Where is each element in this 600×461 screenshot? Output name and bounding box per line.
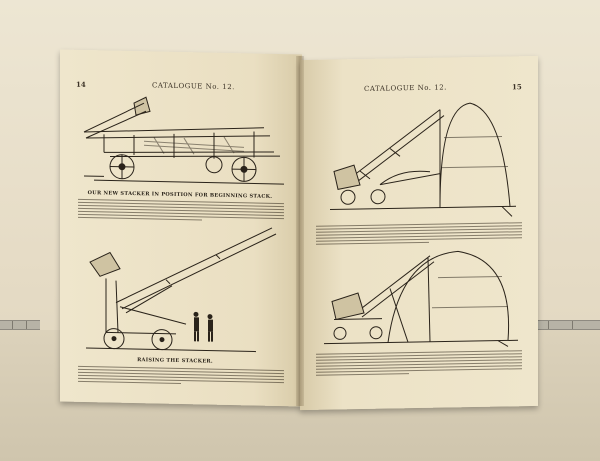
right-body-text-middle [316, 222, 522, 247]
book-spine [296, 56, 304, 406]
raising-stacker-illustration [76, 222, 286, 356]
left-page [60, 49, 302, 406]
right-page-number: 15 [512, 82, 522, 92]
left-page-header: CATALOGUE No. 12. [152, 81, 235, 92]
stacker-arc-diagram-bottom [318, 246, 524, 350]
left-page-number: 14 [76, 79, 86, 90]
figure-people [194, 312, 214, 342]
left-caption-bottom: RAISING THE STACKER. [137, 357, 213, 365]
right-body-text-bottom [316, 350, 522, 378]
stacker-position-illustration [74, 92, 294, 193]
hinge-left [0, 320, 40, 330]
left-body-text-top [78, 199, 284, 224]
right-page [300, 56, 538, 410]
left-caption-top: OUR NEW STACKER IN POSITION FOR BEGINNING STACK. [87, 190, 273, 200]
right-page-header: CATALOGUE No. 12. [364, 83, 447, 93]
hinge-right [528, 320, 600, 330]
stacker-arc-diagram-top [320, 96, 520, 219]
left-body-text-bottom [78, 366, 284, 388]
